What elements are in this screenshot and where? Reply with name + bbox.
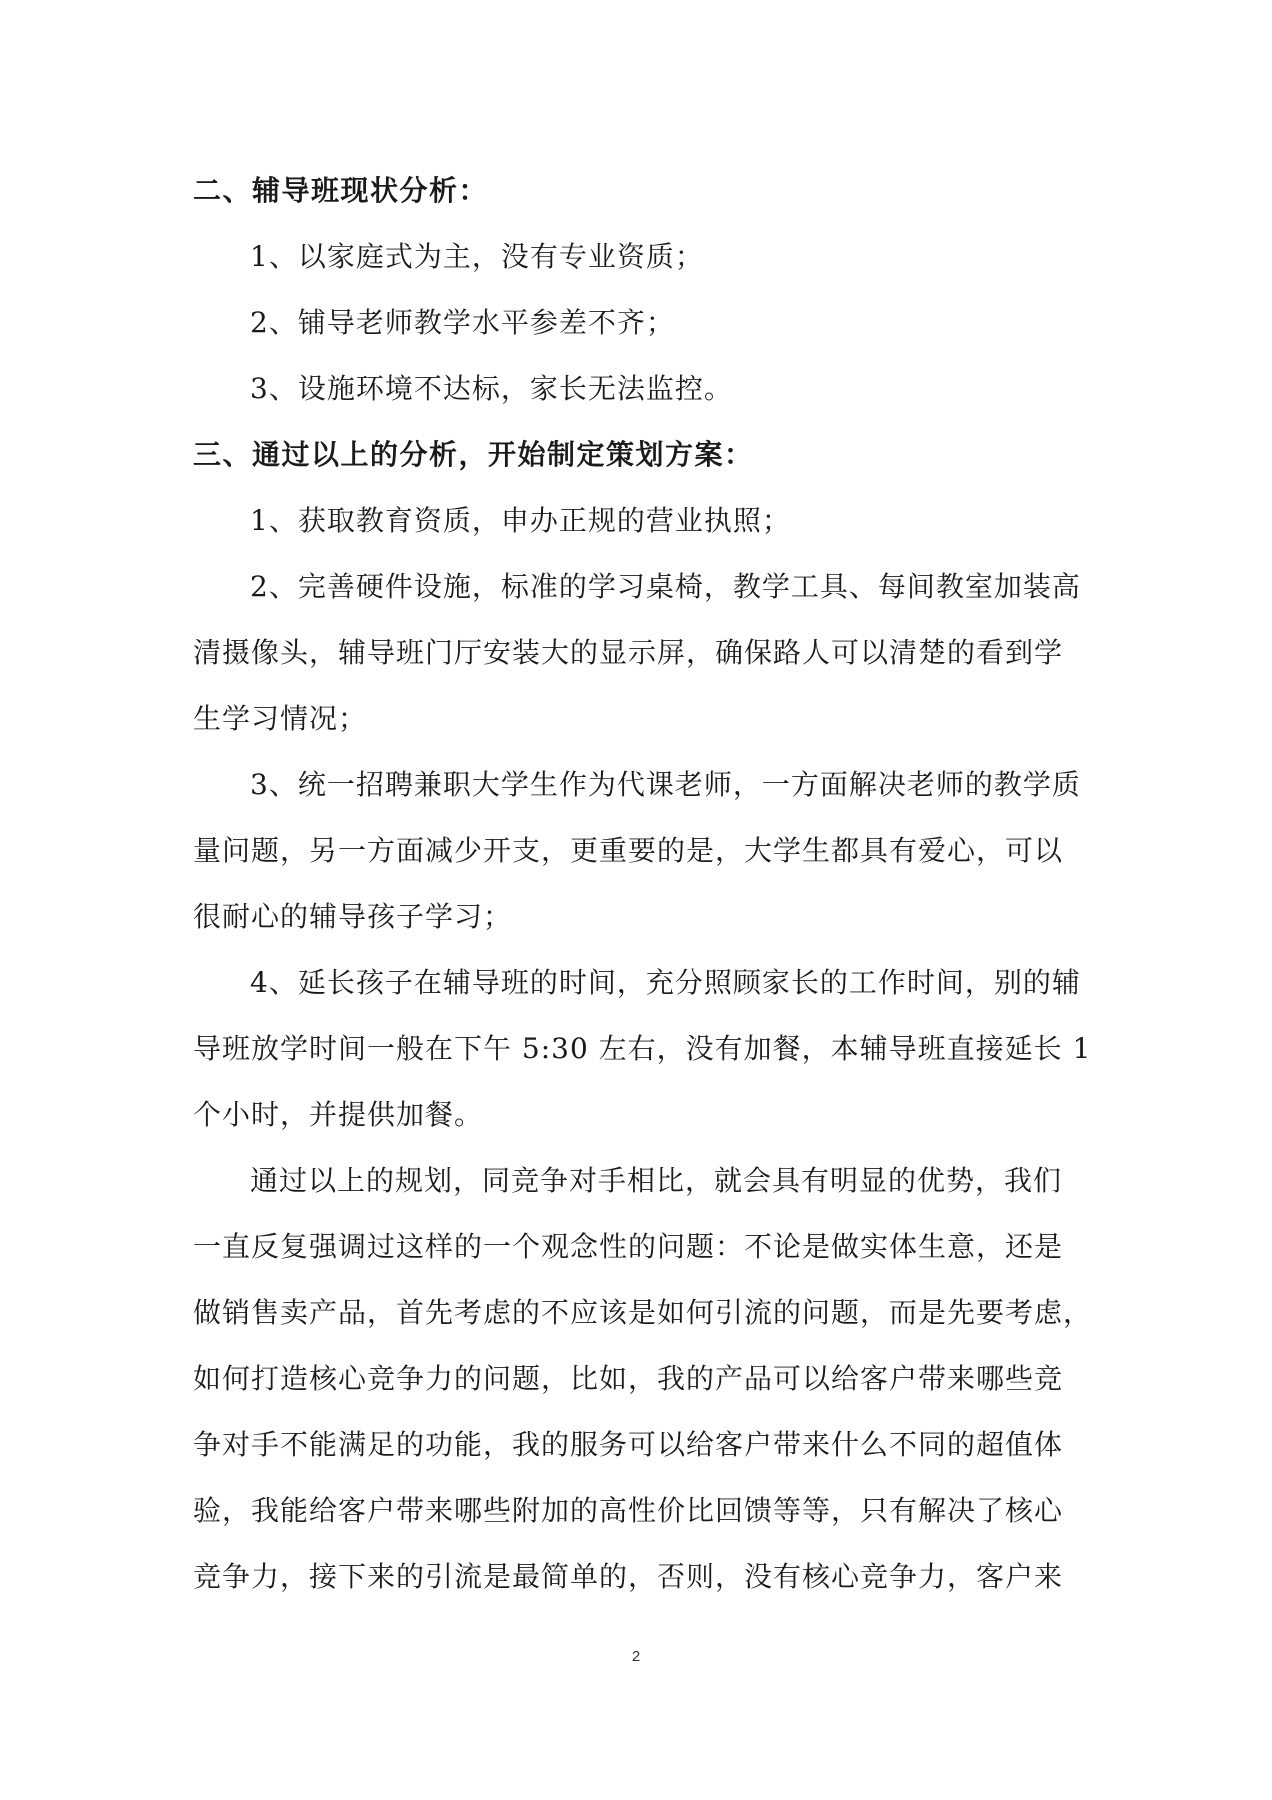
paragraph-line: 很耐心的辅导孩子学习； bbox=[193, 900, 513, 933]
paragraph-line: 2、完善硬件设施，标准的学习桌椅，教学工具、每间教室加装高 bbox=[250, 570, 1081, 603]
paragraph-line: 3、统一招聘兼职大学生作为代课老师，一方面解决老师的教学质 bbox=[250, 768, 1081, 801]
section-3-item-2 bbox=[193, 554, 1093, 752]
paragraph-line: 清摄像头，辅导班门厅安装大的显示屏，确保路人可以清楚的看到学 bbox=[193, 636, 1064, 669]
section-2-heading: 二、辅导班现状分析： bbox=[193, 174, 489, 207]
paragraph-line: 导班放学时间一般在下午 5:30 左右，没有加餐，本辅导班直接延长 1 bbox=[193, 1032, 1092, 1065]
section-2-item-3: 3、设施环境不达标，家长无法监控。 bbox=[250, 372, 733, 405]
paragraph-line: 做销售卖产品，首先考虑的不应该是如何引流的问题，而是先要考虑， bbox=[193, 1296, 1093, 1329]
section-2-item-2: 2、铺导老师教学水平参差不齐； bbox=[250, 306, 675, 339]
paragraph-line: 4、延长孩子在辅导班的时间，充分照顾家长的工作时间，别的辅 bbox=[250, 966, 1081, 999]
paragraph-line: 验，我能给客户带来哪些附加的高性价比回馈等等，只有解决了核心 bbox=[193, 1494, 1064, 1527]
section-3-heading: 三、通过以上的分析，开始制定策划方案： bbox=[193, 438, 754, 471]
section-3-item-4 bbox=[193, 950, 1093, 1148]
paragraph-line: 一直反复强调过这样的一个观念性的问题：不论是做实体生意，还是 bbox=[193, 1230, 1064, 1263]
section-2-item-1: 1、以家庭式为主，没有专业资质； bbox=[250, 240, 704, 273]
paragraph-line: 如何打造核心竞争力的问题，比如，我的产品可以给客户带来哪些竞 bbox=[193, 1362, 1064, 1395]
paragraph-line: 争对手不能满足的功能，我的服务可以给客户带来什么不同的超值体 bbox=[193, 1428, 1064, 1461]
page-body bbox=[193, 158, 1093, 1610]
paragraph-line: 量问题，另一方面减少开支，更重要的是，大学生都具有爱心，可以 bbox=[193, 834, 1064, 867]
section-3-item-3 bbox=[193, 752, 1093, 950]
section-3-item-1: 1、获取教育资质，申办正规的营业执照； bbox=[250, 504, 791, 537]
page-number: 2 bbox=[631, 1648, 641, 1665]
paragraph-line: 生学习情况； bbox=[193, 702, 368, 735]
paragraph-line: 竞争力，接下来的引流是最简单的，否则，没有核心竞争力，客户来 bbox=[193, 1560, 1064, 1593]
paragraph-line: 个小时，并提供加餐。 bbox=[193, 1098, 484, 1131]
closing-paragraph bbox=[193, 1148, 1093, 1610]
paragraph-line: 通过以上的规划，同竞争对手相比，就会具有明显的优势，我们 bbox=[250, 1164, 1063, 1197]
